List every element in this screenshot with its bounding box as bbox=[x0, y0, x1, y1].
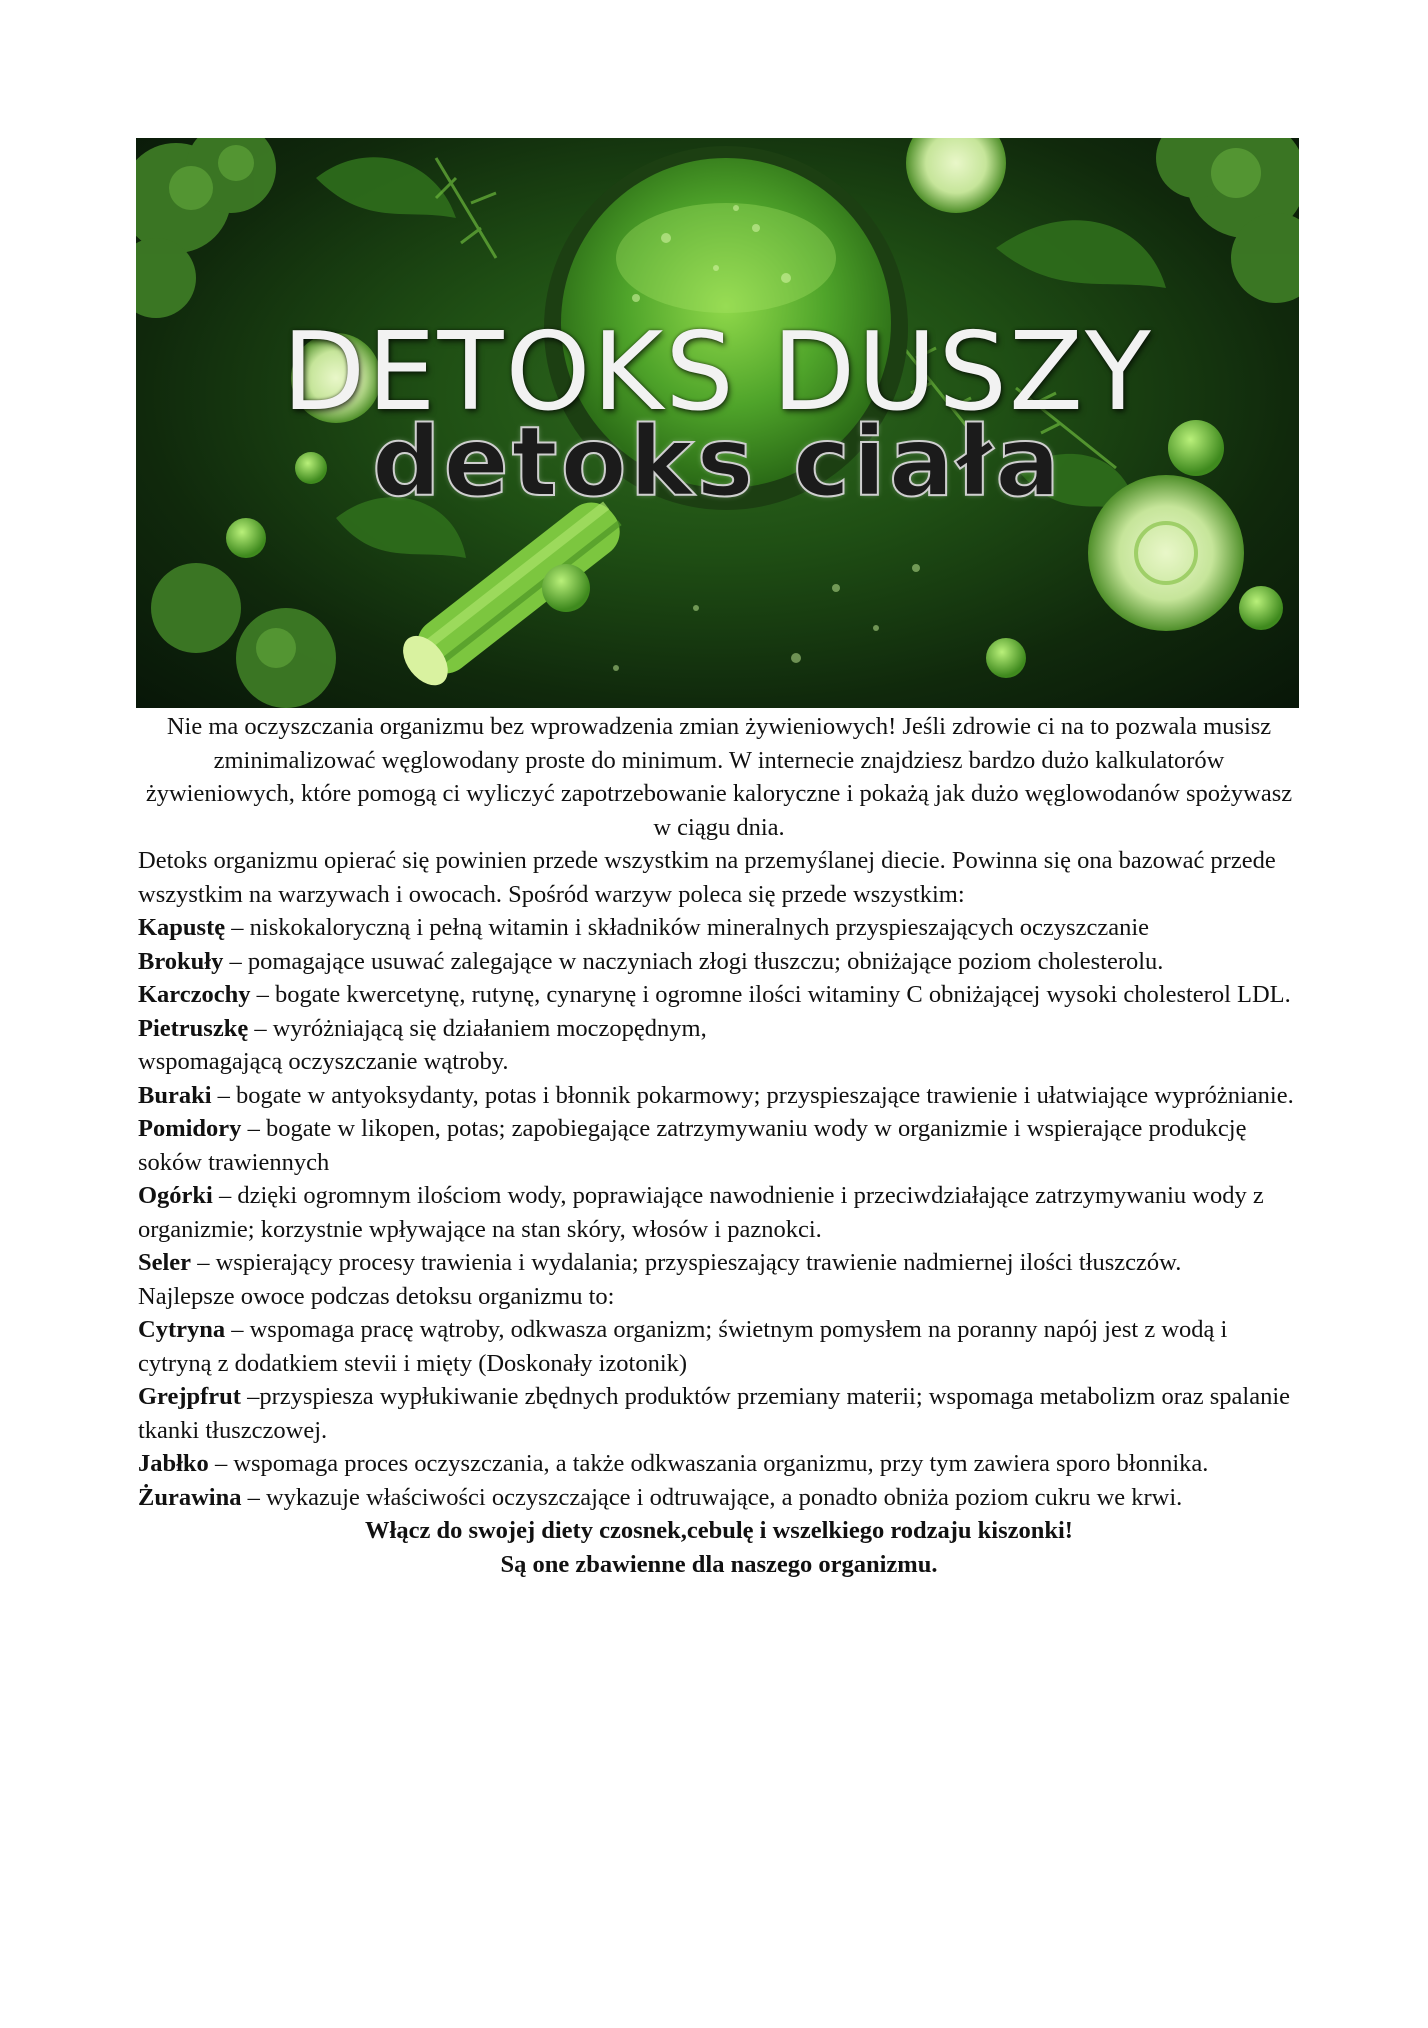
closing-line-2: Są one zbawienne dla naszego organizmu. bbox=[500, 1550, 938, 1578]
item-description: – pomagające usuwać zalegające w naczyniach złogi tłuszczu; obniżające poziom cholesterolu. bbox=[223, 947, 1164, 975]
list-item bbox=[138, 1481, 1300, 1515]
item-name: Karczochy bbox=[138, 981, 251, 1008]
item-name: Pietruszkę bbox=[138, 1014, 249, 1042]
item-description: – niskokaloryczną i pełną witamin i składników mineralnych przyspieszających oczyszczanie bbox=[225, 914, 1149, 941]
item-description: – dzięki ogromnym ilościom wody, poprawiające nawodnienie i przeciwdziałające zatrzymywaniu wody z organizmie; korzystnie wpływające na stan skóry, włosów i paznokci. bbox=[138, 1182, 1264, 1243]
banner-subtitle: detoks ciała bbox=[371, 406, 1064, 518]
item-name: Jabłko bbox=[138, 1450, 209, 1477]
item-description: – wspomaga proces oczyszczania, a także odkwaszania organizmu, przy tym zawiera sporo błonnika. bbox=[208, 1450, 1209, 1477]
list-item bbox=[138, 1012, 838, 1079]
list-item bbox=[138, 1380, 1300, 1447]
list-item bbox=[138, 1079, 1300, 1113]
article-body bbox=[138, 710, 1300, 1581]
fruits-intro: Najlepsze owoce podczas detoksu organizmu to: bbox=[138, 1282, 615, 1310]
list-item bbox=[138, 978, 1300, 1012]
item-name: Buraki bbox=[138, 1081, 212, 1109]
item-name: Cytryna bbox=[138, 1316, 226, 1343]
header-banner-image bbox=[136, 138, 1299, 708]
item-description: – wyróżniającą się działaniem moczopędnym, wspomagającą oczyszczanie wątroby. bbox=[138, 1014, 707, 1075]
item-description: – wykazuje właściwości oczyszczające i odtruwające, a ponadto obniża poziom cukru we krwi. bbox=[241, 1483, 1183, 1511]
item-description: – bogate kwercetynę, rutynę, cynarynę i ogromne ilości witaminy C obniżającej wysoki cholesterol LDL. bbox=[250, 981, 1291, 1008]
list-item bbox=[138, 1179, 1300, 1246]
item-description: – bogate w likopen, potas; zapobiegające zatrzymywaniu wody w organizmie i wspierające produkcję soków trawiennych bbox=[138, 1115, 1247, 1176]
item-description: – wspomaga pracę wątroby, odkwasza organizm; świetnym pomysłem na poranny napój jest z wodą i cytryną z dodatkiem stevii i mięty (Doskonały izotonik) bbox=[138, 1316, 1228, 1377]
intro-paragraph: Nie ma oczyszczania organizmu bez wprowadzenia zmian żywieniowych! Jeśli zdrowie ci na to pozwala musisz zminimalizować węglowodany proste do minimum. W internecie znajdziesz bardzo dużo kalkulatorów żywieniowych, które pomogą ci wyliczyć zapotrzebowanie kaloryczne i pokażą jak dużo węglowodanów spożywasz w ciągu dnia. bbox=[145, 713, 1293, 841]
vegetables-intro: Detoks organizmu opierać się powinien przede wszystkim na przemyślanej diecie. Powinna się ona bazować przede wszystkim na warzywach i owocach. Spośród warzyw poleca się przede wszystkim: bbox=[138, 847, 1276, 908]
item-name: Kapustę bbox=[138, 914, 226, 941]
list-item bbox=[138, 1313, 1300, 1380]
item-name: Seler bbox=[138, 1249, 192, 1276]
banner-title: DETOKS DUSZY bbox=[282, 310, 1153, 435]
list-item bbox=[138, 1112, 1300, 1179]
item-description: – wspierający procesy trawienia i wydalania; przyspieszający trawienie nadmiernej ilości tłuszczów. bbox=[191, 1249, 1182, 1276]
item-description: – bogate w antyoksydanty, potas i błonnik pokarmowy; przyspieszające trawienie i ułatwiające wypróżnianie. bbox=[211, 1081, 1294, 1109]
item-name: Ogórki bbox=[138, 1182, 213, 1209]
item-description: –przyspiesza wypłukiwanie zbędnych produktów przemiany materii; wspomaga metabolizm oraz spalanie tkanki tłuszczowej. bbox=[138, 1383, 1291, 1444]
list-item bbox=[138, 911, 1300, 945]
list-item bbox=[138, 1246, 1300, 1280]
list-item bbox=[138, 945, 1300, 979]
closing-line-1: Włącz do swojej diety czosnek,cebulę i wszelkiego rodzaju kiszonki! bbox=[365, 1517, 1073, 1544]
item-name: Żurawina bbox=[138, 1483, 242, 1511]
item-name: Brokuły bbox=[138, 947, 224, 975]
item-name: Grejpfrut bbox=[138, 1383, 241, 1410]
item-name: Pomidory bbox=[138, 1115, 242, 1142]
list-item bbox=[138, 1447, 1300, 1481]
